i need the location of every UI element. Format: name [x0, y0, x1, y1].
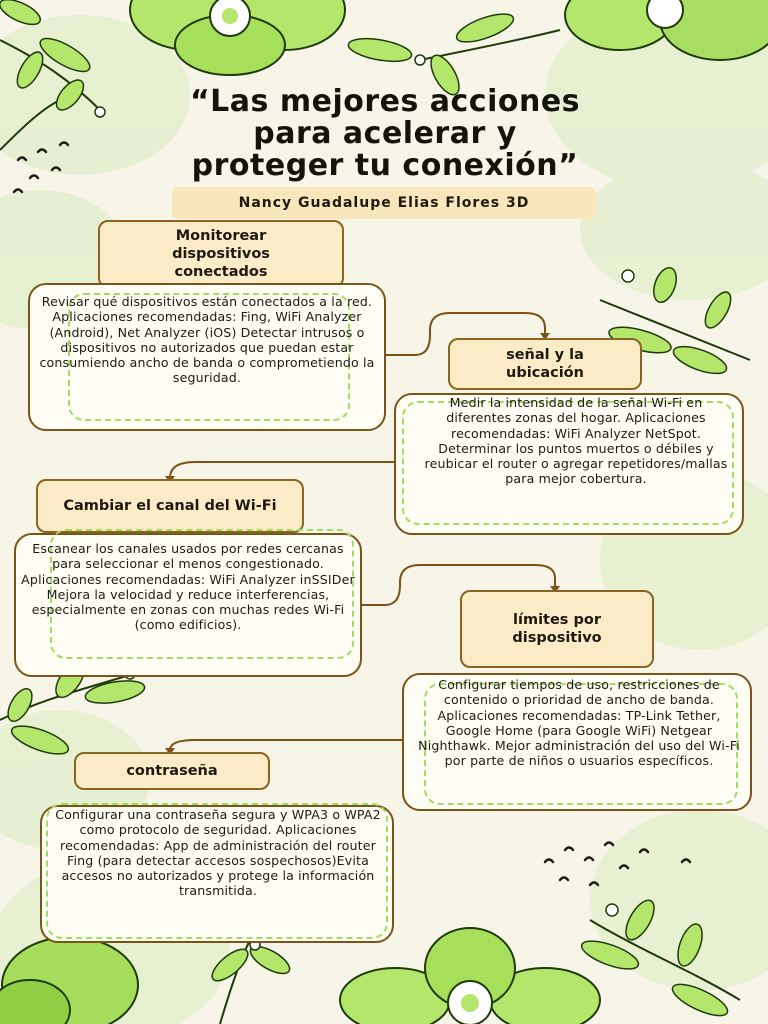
author-badge: Nancy Guadalupe Elias Flores 3D — [172, 187, 596, 219]
section-body-monitorear: Revisar qué dispositivos están conectados a la red. Aplicaciones recomendadas: Fing, WiFi Analyzer (Android), Net Analyzer (iOS) Detectar intrusos o dispositivos no autorizados que puedan estar consumiendo ancho de banda o comprometiendo la seguridad. — [28, 283, 386, 431]
section-heading-contrasena: contraseña — [74, 752, 270, 790]
page-title — [90, 86, 680, 182]
section-body-canal: Escanear los canales usados por redes cercanas para seleccionar el menos congestionado. Aplicaciones recomendadas: WiFi Analyzer inSSIDer Mejora la velocidad y reduce interferencias, especialmente en zonas con muchas redes Wi-Fi (como edificios). — [14, 533, 362, 677]
section-body-limites: Configurar tiempos de uso, restricciones de contenido o prioridad de ancho de banda. Aplicaciones recomendadas: TP-Link Tether, Google Home (para Google WiFi) Netgear Nighthawk. Mejor administración del uso del Wi-Fi por parte de niños o usuarios específicos. — [402, 673, 752, 811]
section-body-contrasena: Configurar una contraseña segura y WPA3 o WPA2 como protocolo de seguridad. Aplicaciones recomendadas: App de administración del router Fing (para detectar accesos sospechosos)Evita accesos no autorizados y protege la información transmitida. — [40, 805, 394, 943]
title-line-1: “Las mejores acciones — [189, 84, 581, 119]
section-heading-canal: Cambiar el canal del Wi-Fi — [36, 479, 304, 533]
section-body-senal: Medir la intensidad de la señal Wi-Fi en diferentes zonas del hogar. Aplicaciones recomendadas: WiFi Analyzer NetSpot. Determinar los puntos muertos o débiles y reubicar el router o agregar repetidores/mallas para mejor cobertura. — [394, 393, 744, 535]
title-line-3: proteger tu conexión” — [191, 148, 579, 183]
section-heading-limites: límites por dispositivo — [460, 590, 654, 668]
section-heading-monitorear: Monitorear dispositivos conectados — [98, 220, 344, 288]
section-heading-senal: señal y la ubicación — [448, 338, 642, 390]
title-line-2: para acelerar y — [253, 116, 517, 151]
